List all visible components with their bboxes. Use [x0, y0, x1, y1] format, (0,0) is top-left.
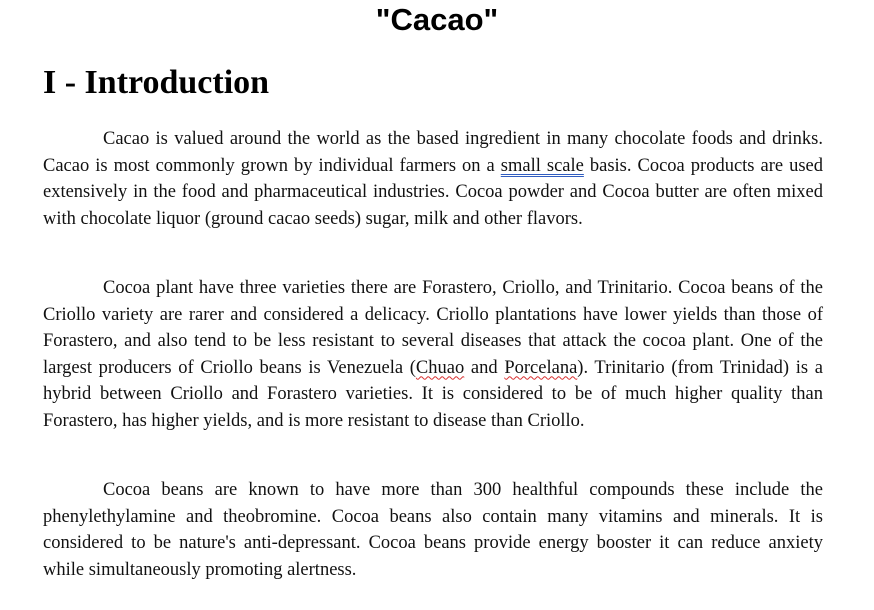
paragraph-text: Cacao is valued around the world as the based ingredient in many chocolate foods and drinks. Cacao is most commonly grown by individual farmers on a — [43, 129, 823, 176]
spelling-flagged-word[interactable]: Porcelana — [504, 357, 578, 378]
paragraph-health — [43, 477, 823, 583]
section-heading: I - Introduction — [43, 64, 270, 101]
paragraph-text: Cocoa plant have three varieties there are Forastero, Criollo, and Trinitario. Cocoa beans of the Criollo variety are rarer and considered a delicacy. Criollo plantations have lower yields than those of Forastero, and also tend to be less resistant to several diseases that attack the cocoa plant. One of the largest producers of Criollo beans is Venezuela ( — [43, 278, 823, 378]
paragraph-text: ). Trinitario (from Trinidad) is a hybrid between Criollo and Forastero varieties. It is considered to be of much higher quality than Forastero, has higher yields, and is more resistant to disease than Criollo. — [43, 357, 824, 431]
paragraph-varieties — [43, 275, 823, 434]
paragraph-text: Cocoa beans are known to have more than 300 healthful compounds these include the phenylethylamine and theobromine. Cocoa beans also contain many vitamins and minerals. It is considered to be nature's anti-depressant. Cocoa beans provide energy booster it can reduce anxiety while simultaneously promoting alertness. — [43, 480, 823, 580]
spelling-flagged-word[interactable]: Chuao — [415, 357, 465, 378]
document-title: "Cacao" — [375, 2, 499, 37]
paragraph-introduction — [43, 126, 823, 232]
grammar-flagged-phrase[interactable]: small scale — [500, 155, 584, 176]
paragraph-text: basis. Cocoa products are used extensively in the food and pharmaceutical industries. Cocoa powder and Cocoa butter are often mixed with chocolate liquor (ground cacao seeds) sugar, milk and other flavors. — [43, 155, 824, 229]
paragraph-text: and — [464, 357, 505, 378]
